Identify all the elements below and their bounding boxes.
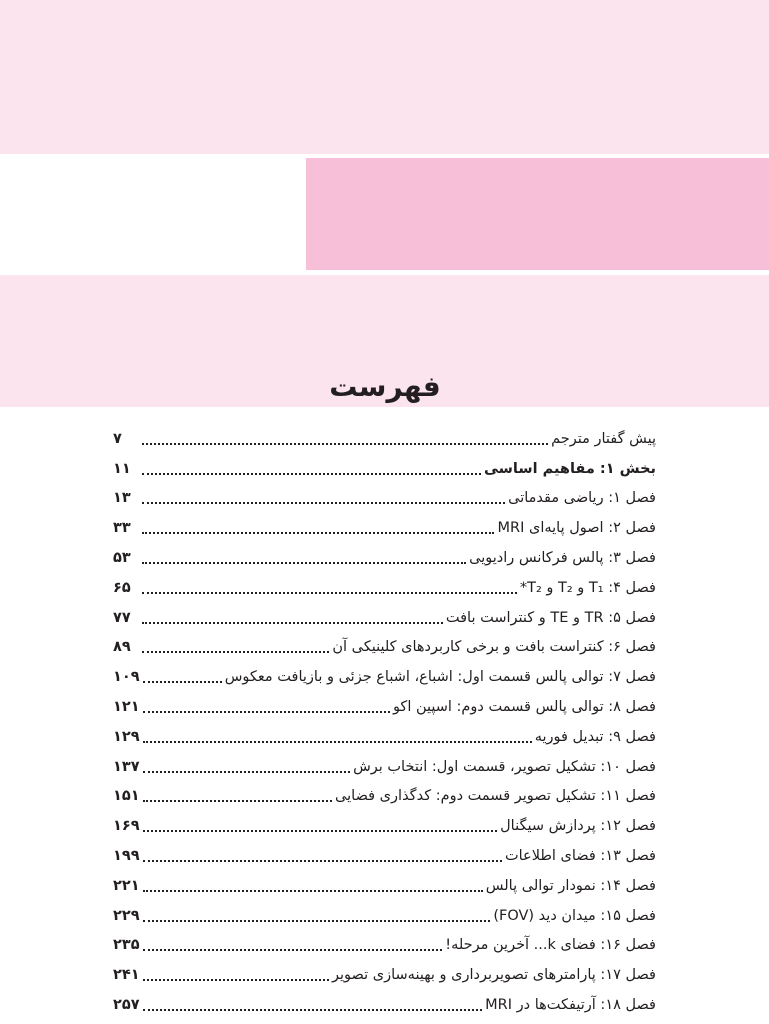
dot-leader (143, 727, 532, 743)
header-band-accent (306, 158, 769, 270)
dot-leader (143, 816, 498, 832)
dot-leader (143, 995, 483, 1011)
toc-entry-row[interactable] (113, 573, 656, 603)
toc-entry-title: بخش ۱: مفاهیم اساسی (483, 460, 656, 477)
toc-entry-row[interactable] (113, 543, 656, 573)
toc-entry-row[interactable] (113, 811, 656, 841)
dot-leader (143, 965, 329, 981)
toc-page-number: ۱۹۹ (113, 848, 140, 865)
toc-entry-row[interactable] (113, 603, 656, 633)
dot-leader (142, 459, 481, 475)
dot-leader (142, 518, 494, 534)
toc-entry-title: فصل ۱۸: آرتیفکت‌ها در MRI (485, 997, 656, 1014)
toc-entry-title: فصل ۱۳: فضای اطلاعات (504, 848, 656, 865)
dot-leader (143, 667, 222, 683)
toc-page-number: ۷۷ (113, 609, 131, 626)
toc-entry-title: فصل ۱۲: پردازش سیگنال (500, 818, 656, 835)
toc-page-number: ۲۴۱ (113, 967, 140, 984)
dot-leader (142, 488, 505, 504)
dot-leader (143, 757, 351, 773)
toc-entry-row[interactable] (113, 692, 656, 722)
toc-entry-title: فصل ۱۰: تشکیل تصویر، قسمت اول: انتخاب برش (353, 758, 656, 775)
toc-page-number: ۷ (113, 430, 122, 447)
dot-leader (143, 697, 390, 713)
toc-entry-title: فصل ۱۵: میدان دید (FOV) (493, 907, 656, 924)
dot-leader (142, 548, 466, 564)
dot-leader (143, 786, 332, 802)
toc-entry-title: فصل ۱۶: فضای k... آخرین مرحله! (445, 937, 656, 954)
toc-entry-row[interactable] (113, 752, 656, 782)
toc-entry-title: فصل ۱۱: تشکیل تصویر قسمت دوم: کدگذاری فضایی (335, 788, 656, 805)
toc-entry-title: فصل ۱۴: نمودار توالی پالس (485, 877, 656, 894)
toc-page-number: ۱۳۷ (113, 758, 140, 775)
toc-entry-row[interactable] (113, 931, 656, 961)
toc-page-number: ۱۱ (113, 460, 131, 477)
toc-entry-row[interactable] (113, 662, 656, 692)
toc-entry-title: فصل ۱۷: پارامترهای تصویربرداری و بهینه‌سازی تصویر (332, 967, 656, 984)
toc-entry-title: فصل ۵: TR و TE و کنتراست بافت (445, 609, 656, 626)
toc-entry-title: فصل ۸: توالی پالس قسمت دوم: اسپین اکو (392, 699, 656, 716)
toc-entry-title: پیش گفتار مترجم (551, 430, 656, 447)
toc-entry-row[interactable] (113, 841, 656, 871)
toc-entry-row[interactable] (113, 901, 656, 931)
toc-entry-title: فصل ۹: تبدیل فوریه (534, 728, 656, 745)
toc-entry-row[interactable] (113, 424, 656, 454)
toc-page-number: ۳۳ (113, 520, 131, 537)
toc-entry-title: فصل ۷: توالی پالس قسمت اول: اشباع، اشباع جزئی و بازیافت معکوس (224, 669, 656, 686)
dot-leader (143, 846, 502, 862)
toc-entry-row[interactable] (113, 782, 656, 812)
toc-entry-row[interactable] (113, 484, 656, 514)
toc-page-number: ۱۰۹ (113, 669, 140, 686)
dot-leader (142, 578, 517, 594)
toc-entry-row[interactable] (113, 990, 656, 1020)
toc-page-number: ۵۳ (113, 550, 131, 567)
toc-entry-row[interactable] (113, 960, 656, 990)
toc-entry-title: فصل ۲: اصول پایه‌ای MRI (497, 520, 656, 537)
toc-entry-row[interactable] (113, 513, 656, 543)
toc-page-number: ۲۲۱ (113, 877, 140, 894)
dot-leader (142, 637, 329, 653)
table-of-contents (113, 424, 656, 1020)
toc-entry-title: فصل ۴: T₁ و T₂ و T₂* (519, 579, 656, 596)
toc-page-number: ۱۲۹ (113, 728, 140, 745)
header-band-top (0, 0, 769, 154)
toc-page-number: ۱۲۱ (113, 699, 140, 716)
toc-page-number: ۱۳ (113, 490, 131, 507)
toc-page-number: ۲۲۹ (113, 907, 140, 924)
toc-section-row[interactable] (113, 454, 656, 484)
toc-entry-row[interactable] (113, 871, 656, 901)
toc-entry-row[interactable] (113, 722, 656, 752)
toc-entry-title: فصل ۱: ریاضی مقدماتی (508, 490, 656, 507)
dot-leader (143, 935, 443, 951)
page-title: فهرست (329, 369, 441, 403)
dot-leader (142, 608, 443, 624)
dot-leader (143, 876, 483, 892)
toc-page-number: ۱۵۱ (113, 788, 140, 805)
toc-page-number: ۸۹ (113, 639, 131, 656)
toc-page-number: ۱۶۹ (113, 818, 140, 835)
toc-page-number: ۶۵ (113, 579, 131, 596)
dot-leader (143, 906, 491, 922)
toc-entry-title: فصل ۶: کنتراست بافت و برخی کاربردهای کلینیکی آن (332, 639, 656, 656)
toc-page-number: ۲۵۷ (113, 997, 140, 1014)
dot-leader (142, 429, 548, 445)
toc-entry-title: فصل ۳: پالس فرکانس رادیویی (469, 550, 656, 567)
toc-entry-row[interactable] (113, 633, 656, 663)
toc-page-number: ۲۳۵ (113, 937, 140, 954)
